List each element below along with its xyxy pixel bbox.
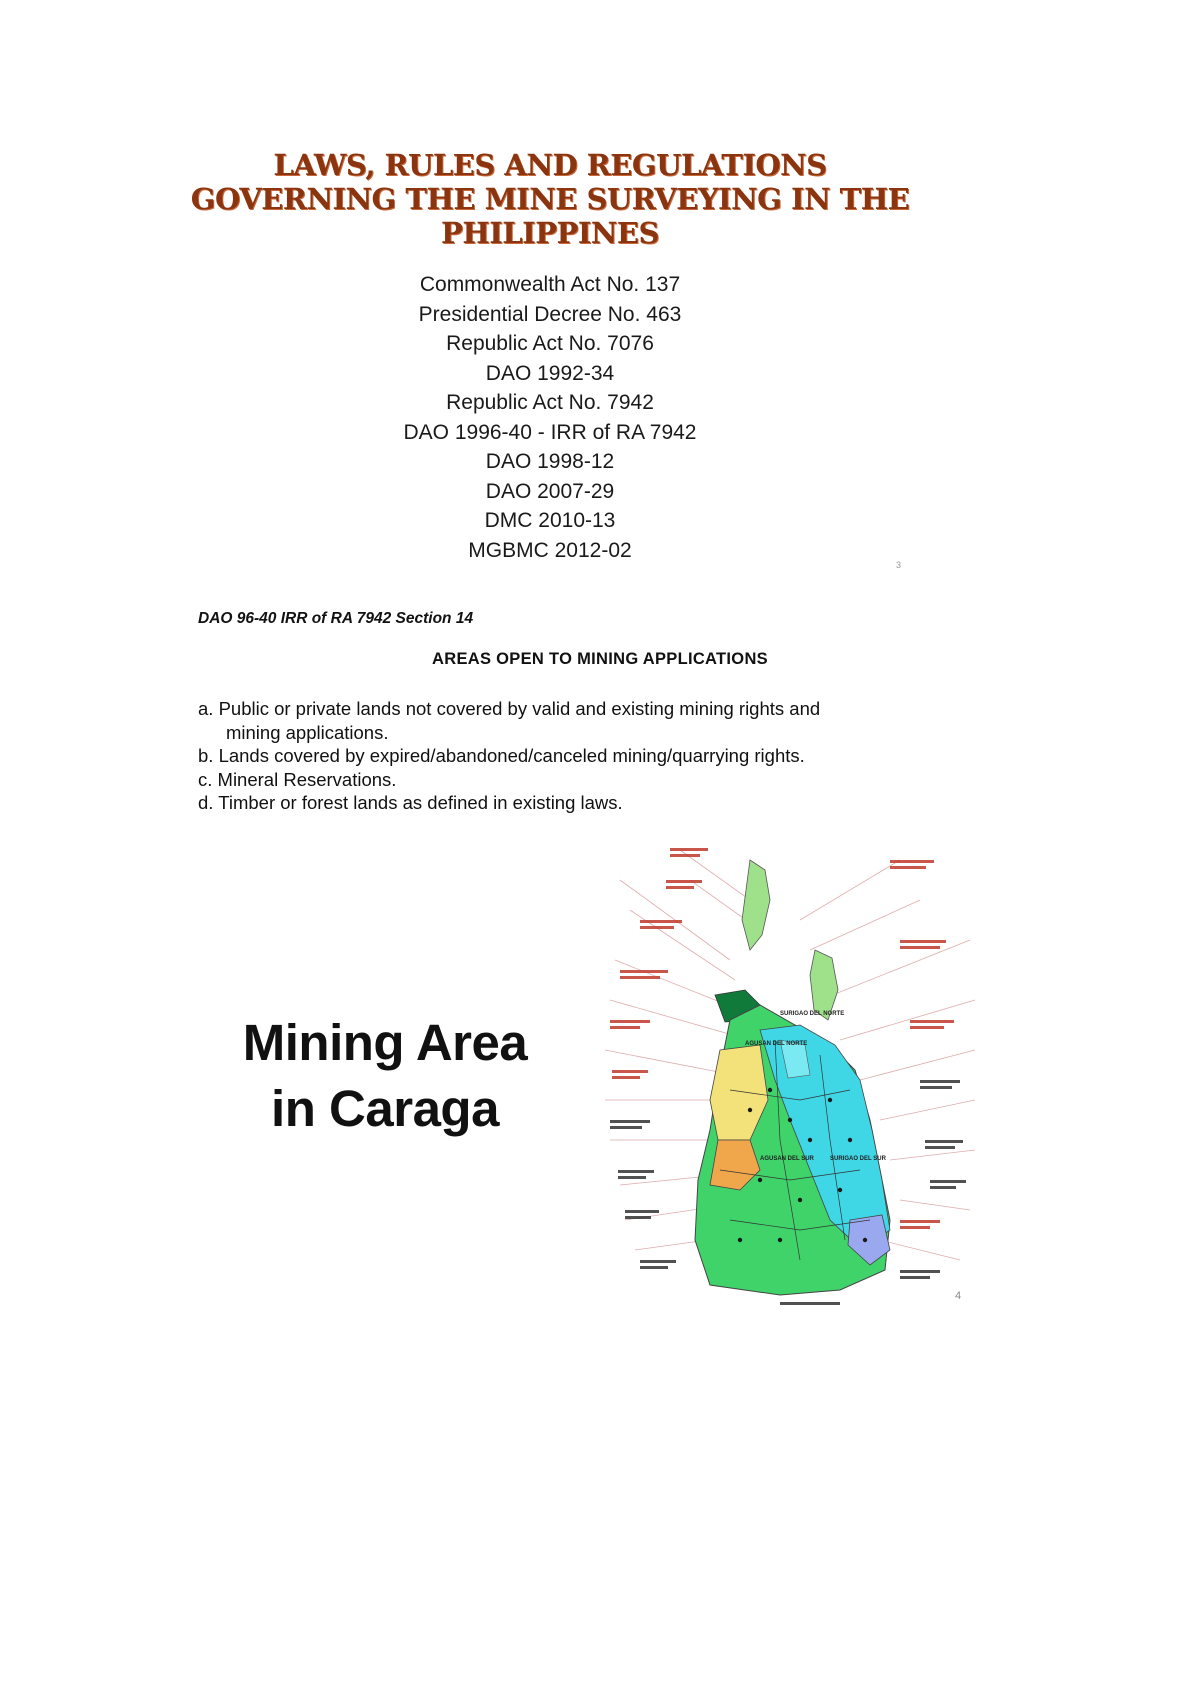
title-line-3: PHILIPPINES	[441, 216, 659, 250]
title-line-2: GOVERNING THE MINE SURVEYING IN THE	[190, 182, 910, 216]
section-reference: DAO 96-40 IRR of RA 7942 Section 14	[198, 610, 474, 627]
mining-title-line-2: in Caraga	[271, 1080, 499, 1137]
open-areas-list	[198, 697, 998, 815]
law-item: DAO 2007-29	[485, 479, 615, 503]
list-item-d: d. Timber or forest lands as defined in existing laws.	[198, 792, 623, 813]
law-item: Republic Act No. 7076	[446, 332, 654, 355]
law-item: DAO 1992-34	[485, 361, 615, 385]
slide-page-number: 4	[955, 1290, 962, 1302]
map-label: SURIGAO DEL NORTE	[780, 1011, 845, 1017]
map-label: SURIGAO DEL SUR	[830, 1156, 886, 1162]
law-item: DAO 1996-40 - IRR of RA 7942	[403, 420, 697, 444]
map-label: AGUSAN DEL NORTE	[745, 1041, 808, 1047]
section-heading: AREAS OPEN TO MINING APPLICATIONS	[432, 650, 768, 668]
slide-page-number: 3	[896, 560, 902, 570]
law-item: DAO 1998-12	[485, 450, 615, 473]
law-item: Presidential Decree No. 463	[418, 302, 682, 326]
list-item-b: b. Lands covered by expired/abandoned/canceled mining/quarrying rights.	[198, 745, 805, 766]
law-item: DMC 2010-13	[484, 509, 616, 532]
document-title	[150, 148, 950, 250]
list-item-a-continued: mining applications.	[226, 721, 389, 743]
list-item-c: c. Mineral Reservations.	[198, 768, 397, 790]
law-list	[300, 270, 800, 565]
law-item: Republic Act No. 7942	[446, 391, 654, 414]
list-item-a: a. Public or private lands not covered by valid and existing mining rights and	[198, 698, 821, 719]
law-item: MGBMC 2012-02	[468, 538, 632, 562]
law-item: Commonwealth Act No. 137	[419, 273, 681, 296]
title-line-1: LAWS, RULES AND REGULATIONS	[273, 148, 827, 182]
mining-area-title	[215, 1010, 555, 1142]
mining-title-line-1: Mining Area	[242, 1014, 528, 1071]
map-label: AGUSAN DEL SUR	[760, 1156, 814, 1162]
caraga-mining-map	[600, 840, 980, 1310]
